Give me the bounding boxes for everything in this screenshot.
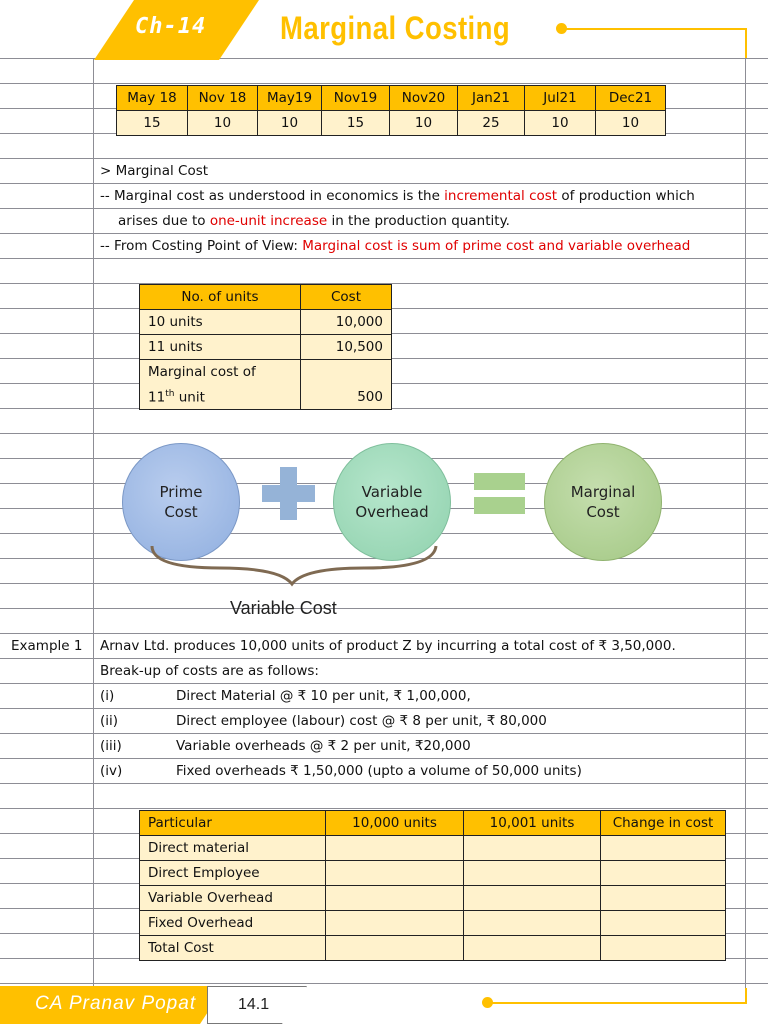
table-cell: 10 [525, 111, 596, 136]
circle-label: Overhead [355, 503, 429, 521]
table-header-cell: Dec21 [596, 86, 666, 111]
table-header-cell: Change in cost [601, 811, 726, 836]
definition-line [118, 209, 510, 234]
text-span: -- From Costing Point of View: [100, 238, 303, 254]
list-item-number: (ii) [100, 713, 119, 729]
table-cell: 10 [258, 111, 322, 136]
table-row [140, 310, 392, 335]
table-cell[interactable] [601, 886, 726, 911]
table-header-cell: May19 [258, 86, 322, 111]
margin-line [93, 58, 94, 988]
page-title: Marginal Costing [280, 10, 511, 46]
table-cell[interactable] [601, 861, 726, 886]
superscript: th [165, 388, 175, 399]
table-row [140, 861, 726, 886]
list-item: Variable overheads @ ₹ 2 per unit, ₹20,000 [176, 738, 471, 754]
header-rule-corner [745, 28, 747, 58]
table-cell[interactable] [326, 936, 464, 961]
table-cell[interactable] [326, 861, 464, 886]
table-cell: Direct material [140, 836, 326, 861]
text-span: unit [174, 389, 205, 405]
rule-line [0, 433, 768, 434]
curly-brace-icon [150, 540, 440, 590]
footer-rule [490, 1002, 747, 1004]
table-cell: 10,000 [301, 310, 392, 335]
table-row [140, 385, 392, 410]
table-cell: 500 [301, 385, 392, 410]
list-item: Direct Material @ ₹ 10 per unit, ₹ 1,00,000, [176, 688, 471, 704]
table-header-cell: Cost [301, 285, 392, 310]
table-cell[interactable] [326, 911, 464, 936]
units-cost-table [139, 284, 392, 410]
rule-line [0, 83, 768, 84]
author-name: CA Pranav Popat [35, 993, 197, 1014]
table-cell[interactable] [601, 911, 726, 936]
footer-rule-corner [745, 988, 747, 1003]
attempts-table [116, 85, 666, 136]
page-number: 14.1 [238, 996, 270, 1013]
example-text: Arnav Ltd. produces 10,000 units of product Z by incurring a total cost of ₹ 3,50,000. [100, 638, 676, 654]
text-span: 11 [148, 389, 166, 405]
table-cell: 10,500 [301, 335, 392, 360]
chapter-number: Ch-14 [135, 14, 207, 39]
table-row [140, 886, 726, 911]
equals-icon [474, 497, 525, 514]
example-label: Example 1 [11, 638, 83, 654]
highlight-text: one-unit increase [209, 213, 328, 229]
plus-icon [280, 467, 297, 520]
table-cell[interactable] [464, 936, 601, 961]
circle-label: Cost [164, 503, 198, 521]
table-cell: Total Cost [140, 936, 326, 961]
table-row [140, 911, 726, 936]
text-span: arises due to [118, 213, 210, 229]
table-cell: 25 [458, 111, 525, 136]
table-header-cell: Nov 18 [188, 86, 258, 111]
highlight-text: Marginal cost is sum of prime cost and variable overhead [302, 238, 691, 254]
definition-line [100, 184, 695, 209]
list-item-number: (i) [100, 688, 115, 704]
table-cell[interactable] [601, 836, 726, 861]
table-cell: 11 units [140, 335, 301, 360]
table-header-cell: 10,001 units [464, 811, 601, 836]
table-header-cell: Particular [140, 811, 326, 836]
table-header-cell: Nov20 [390, 86, 458, 111]
right-margin-line [745, 58, 746, 988]
marginal-cost-circle [544, 443, 662, 561]
list-item-number: (iv) [100, 763, 123, 779]
list-item: Fixed overheads ₹ 1,50,000 (upto a volume of 50,000 units) [176, 763, 582, 779]
circle-label: Marginal [570, 483, 636, 501]
circle-label: Variable [361, 483, 423, 501]
brace-label: Variable Cost [230, 598, 337, 618]
list-item-number: (iii) [100, 738, 122, 754]
rule-line [0, 608, 768, 609]
table-cell: Variable Overhead [140, 886, 326, 911]
table-cell [140, 385, 301, 410]
rule-line [0, 983, 768, 984]
table-row [140, 335, 392, 360]
table-cell: 10 [188, 111, 258, 136]
table-cell: 15 [322, 111, 390, 136]
table-header-row [140, 811, 726, 836]
table-row [117, 111, 666, 136]
table-cell[interactable] [464, 911, 601, 936]
table-cell[interactable] [601, 936, 726, 961]
table-cell [301, 360, 392, 385]
table-header-row [140, 285, 392, 310]
equals-icon [474, 473, 525, 490]
table-header-cell: Nov19 [322, 86, 390, 111]
table-cell[interactable] [326, 886, 464, 911]
cost-comparison-table [139, 810, 726, 961]
table-cell: Direct Employee [140, 861, 326, 886]
table-header-cell: May 18 [117, 86, 188, 111]
list-item: Direct employee (labour) cost @ ₹ 8 per unit, ₹ 80,000 [176, 713, 547, 729]
circle-label: Cost [586, 503, 620, 521]
table-header-cell: No. of units [140, 285, 301, 310]
table-cell: 10 [596, 111, 666, 136]
text-span: of production which [557, 188, 695, 204]
table-cell[interactable] [464, 886, 601, 911]
table-cell: Fixed Overhead [140, 911, 326, 936]
table-cell[interactable] [464, 836, 601, 861]
text-span: in the production quantity. [327, 213, 510, 229]
text-span: -- Marginal cost as understood in economics is the [100, 188, 445, 204]
section-heading: > Marginal Cost [100, 163, 209, 179]
rule-line [0, 808, 768, 809]
table-cell: 10 units [140, 310, 301, 335]
table-row [140, 936, 726, 961]
table-header-row [117, 86, 666, 111]
table-row [140, 360, 392, 385]
table-header-cell: Jan21 [458, 86, 525, 111]
table-cell: 15 [117, 111, 188, 136]
table-cell[interactable] [326, 836, 464, 861]
table-cell[interactable] [464, 861, 601, 886]
example-text: Break-up of costs are as follows: [100, 663, 319, 679]
table-row [140, 836, 726, 861]
circle-label: Prime [159, 483, 203, 501]
header-rule [563, 28, 747, 30]
table-cell: 10 [390, 111, 458, 136]
table-cell: Marginal cost of [140, 360, 301, 385]
definition-line [100, 234, 690, 259]
table-header-cell: 10,000 units [326, 811, 464, 836]
highlight-text: incremental cost [444, 188, 558, 204]
table-header-cell: Jul21 [525, 86, 596, 111]
